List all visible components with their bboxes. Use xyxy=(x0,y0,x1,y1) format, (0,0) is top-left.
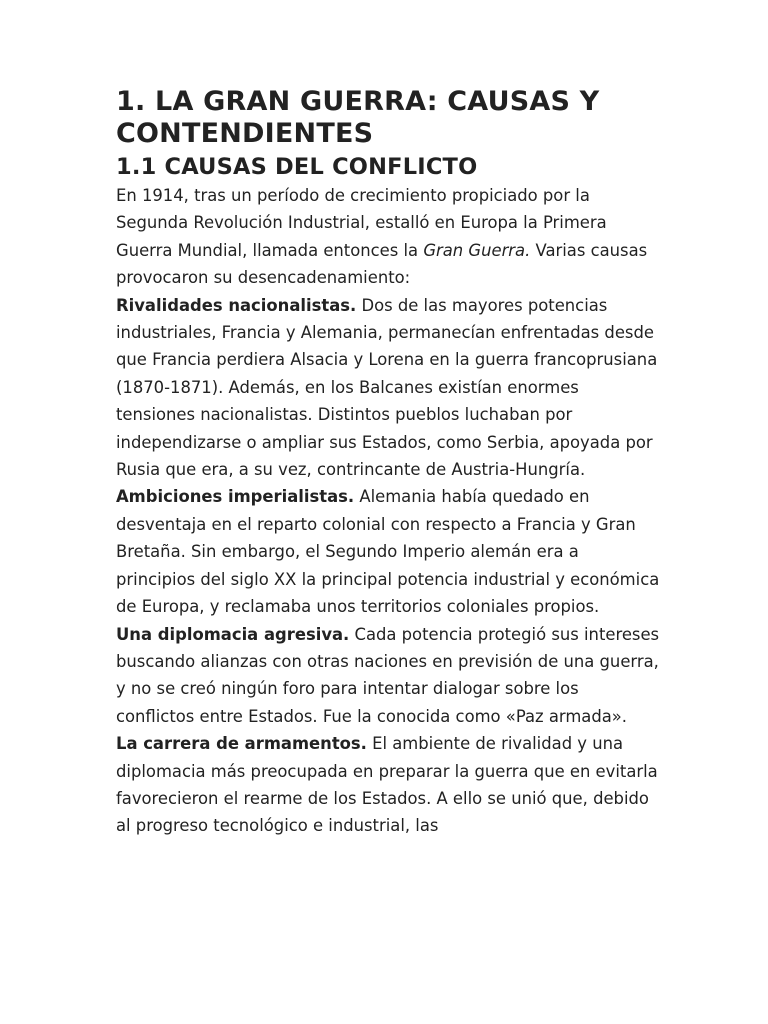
cause-heading: Ambiciones imperialistas. xyxy=(116,487,355,507)
cause-text: Alemania había quedado en desventaja en el reparto colonial con respecto a Francia y Gran Bretaña. Sin embargo, el Segundo Imperio alemán era a principios del siglo XX la principal potencia industrial y económica de Europa, y reclamaba unos territorios coloniales propios. xyxy=(116,487,660,617)
document-body xyxy=(116,86,661,840)
intro-text: En 1914, tras un período de crecimiento propiciado por la Segunda Revolución Industrial, estalló en Europa la Primera Guerra Mundial, llamada entonces la xyxy=(116,186,607,260)
cause-heading: La carrera de armamentos. xyxy=(116,734,367,754)
cause-heading: Rivalidades nacionalistas. xyxy=(116,295,357,315)
intro-paragraph xyxy=(116,182,661,292)
cause-heading: Una diplomacia agresiva. xyxy=(116,624,350,644)
cause-paragraph-imperialism xyxy=(116,483,661,620)
cause-paragraph-arms-race xyxy=(116,730,661,840)
cause-text: El ambiente de rivalidad y una diplomacia más preocupada en preparar la guerra que en evitarla favorecieron el rearme de los Estados. A ello se unió que, debido al progreso tecnológico e industrial, las xyxy=(116,734,658,836)
cause-text: Cada potencia protegió sus intereses buscando alianzas con otras naciones en previsión de una guerra, y no se creó ningún foro para intentar dialogar sobre los conflictos entre Estados. Fue la conocida como «Paz armada». xyxy=(116,624,660,726)
intro-text-end: Varias causas provocaron su desencadenamiento: xyxy=(116,240,648,288)
cause-text: Dos de las mayores potencias industriales, Francia y Alemania, permanecían enfrentadas desde que Francia perdiera Alsacia y Lorena en la guerra francoprusiana (1870-1871). Además, en los Balcanes existían enormes tensiones nacionalistas. Distintos pueblos luchaban por independizarse o ampliar sus Estados, como Serbia, apoyada por Rusia que era, a su vez, contrincante de Austria-Hungría. xyxy=(116,295,658,480)
page-title: 1. LA GRAN GUERRA: CAUSAS Y CONTENDIENTES xyxy=(116,86,600,149)
intro-italic-term: Gran Guerra. xyxy=(423,240,531,260)
cause-paragraph-nationalism xyxy=(116,292,661,484)
cause-paragraph-diplomacy xyxy=(116,621,661,731)
section-subtitle: 1.1 CAUSAS DEL CONFLICTO xyxy=(116,154,478,180)
